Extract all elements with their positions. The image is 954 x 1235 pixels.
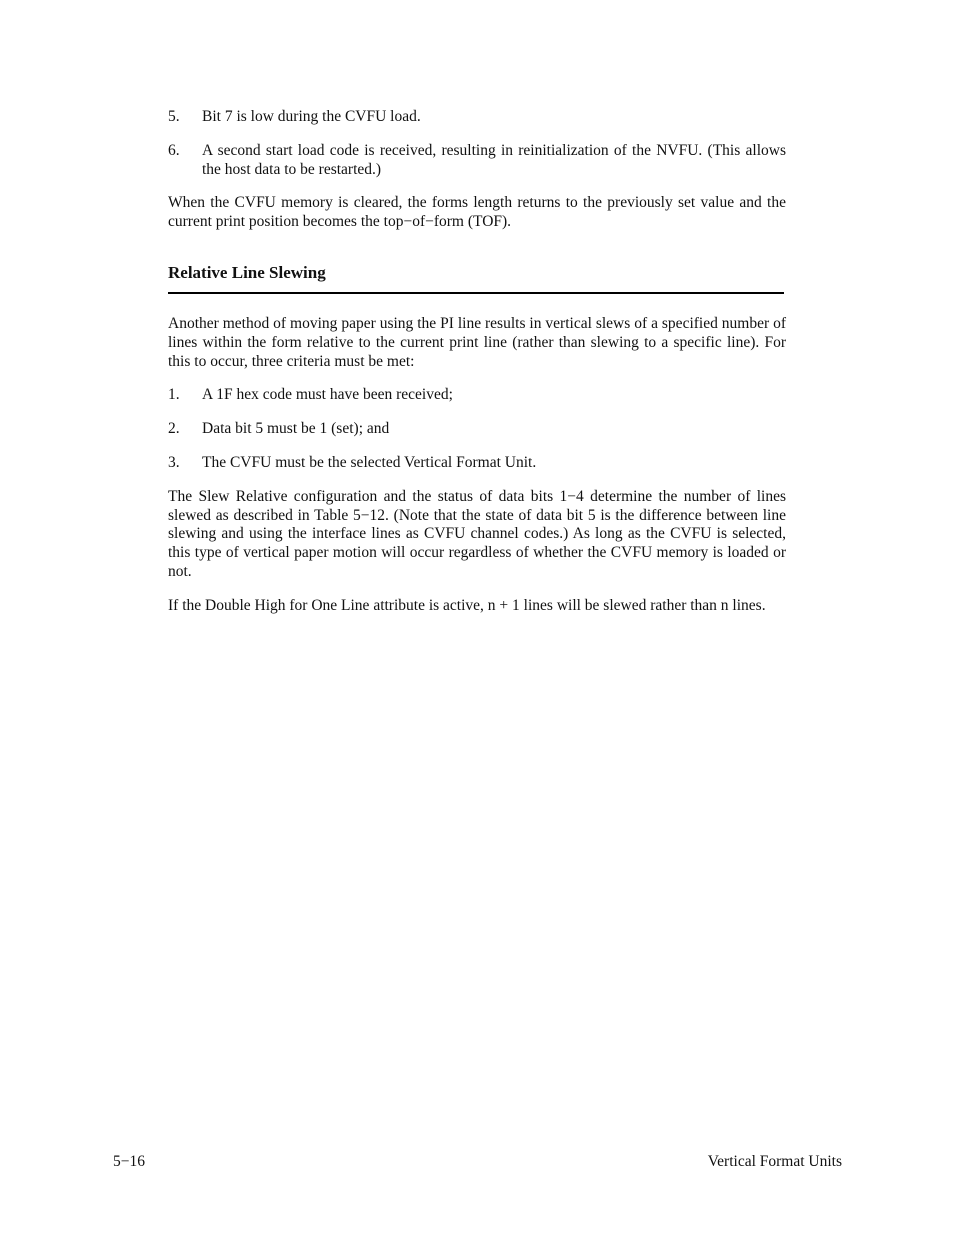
list-item	[168, 142, 786, 180]
list-item-number: 6.	[168, 141, 180, 159]
list-item-text: The CVFU must be the selected Vertical Format Unit.	[202, 453, 537, 471]
list-item-text: Bit 7 is low during the CVFU load.	[202, 108, 421, 125]
list-item-text: Data bit 5 must be 1 (set); and	[202, 420, 390, 438]
list-item	[168, 420, 786, 439]
list-item	[168, 454, 786, 473]
page-number: 5−16	[113, 1153, 145, 1170]
list-item	[168, 386, 786, 405]
heading-rule	[168, 292, 784, 294]
paragraph-cvfu-cleared: When the CVFU memory is cleared, the forms length returns to the previously set value and the current print position becomes the top−of−form (TOF).	[168, 194, 786, 231]
chapter-title: Vertical Format Units	[707, 1153, 842, 1170]
list-item-number: 5.	[168, 108, 180, 125]
list-item-number: 1.	[168, 386, 180, 404]
paragraph-intro: Another method of moving paper using the PI line results in vertical slews of a specified number of lines within the form relative to the current print line (rather than slewing to a specific line). For this to occur, three criteria must be met:	[168, 314, 786, 370]
list-item	[168, 108, 786, 127]
section-heading: Relative Line Slewing	[168, 262, 326, 282]
paragraph-double-high: If the Double High for One Line attribute is active, n + 1 lines will be slewed rather than n lines.	[168, 596, 766, 614]
page-body	[168, 108, 786, 631]
list-item-text: A second start load code is received, resulting in reinitialization of the NVFU. (This allows the host data to be restarted.)	[202, 141, 786, 178]
list-item-number: 3.	[168, 453, 180, 471]
list-item-number: 2.	[168, 420, 180, 438]
paragraph-slew-config: The Slew Relative configuration and the status of data bits 1−4 determine the number of lines slewed as described in Table 5−12. (Note that the state of data bit 5 is the difference between line slewing and using the interface lines as CVFU channel codes.) As long as the CVFU is selected, this type of vertical paper motion will occur regardless of whether the CVFU memory is loaded or not.	[168, 487, 786, 580]
list-item-text: A 1F hex code must have been received;	[202, 386, 453, 404]
